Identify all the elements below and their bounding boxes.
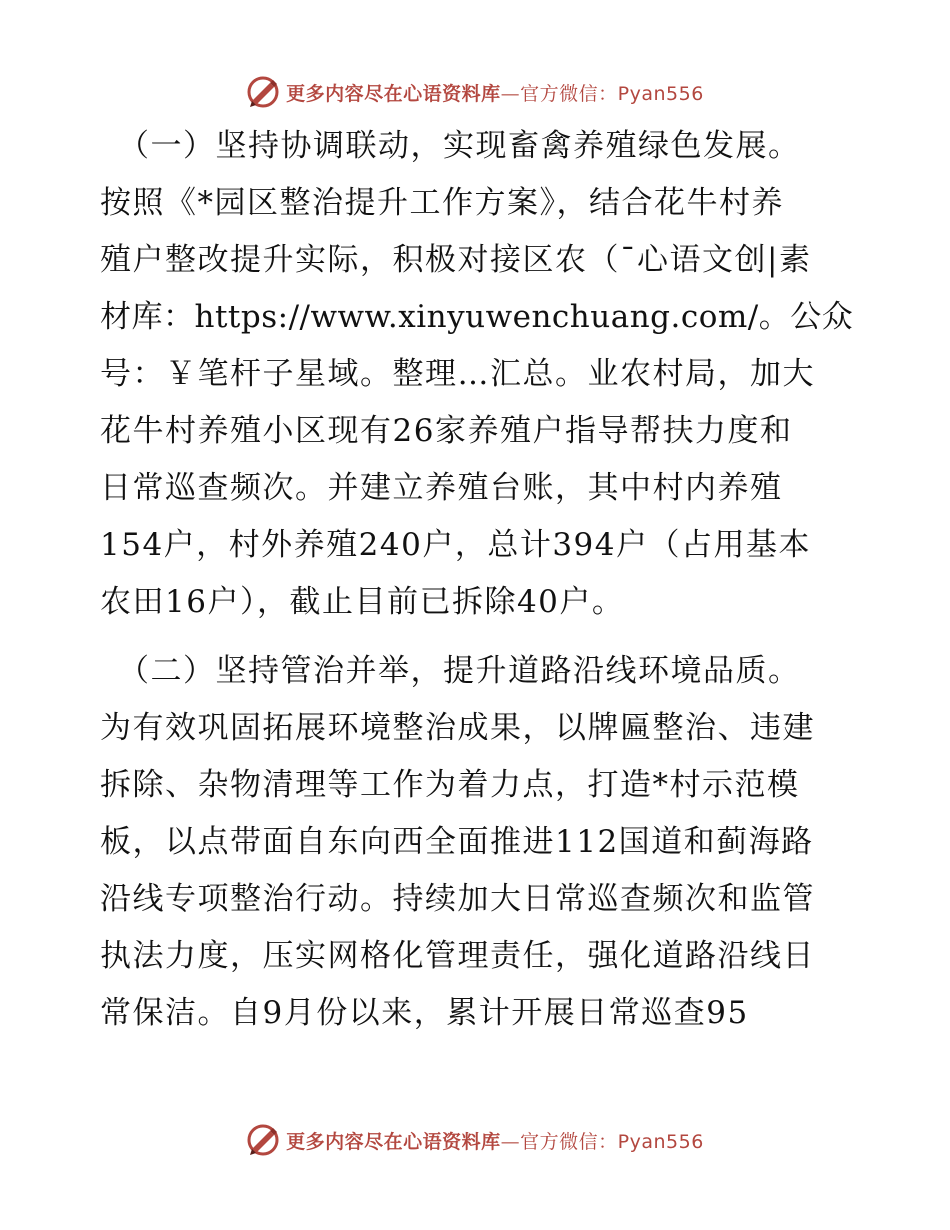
banner-wechat-text: 官方微信：Pyan556 <box>520 82 704 105</box>
text-line: 为有效巩固拓展环境整治成果，以牌匾整治、违建 <box>100 710 815 746</box>
header-banner <box>0 72 950 112</box>
text-line: 日常巡查频次。并建立养殖台账，其中村内养殖 <box>100 470 783 506</box>
text-line: 执法力度，压实网格化管理责任，强化道路沿线日 <box>100 938 815 974</box>
pen-logo-icon <box>246 75 280 109</box>
footer-banner <box>0 1120 950 1160</box>
text-line: 按照《*园区整治提升工作方案》，结合花牛村养 <box>100 185 784 221</box>
banner-main-text: 更多内容尽在心语资料库 <box>286 1130 501 1153</box>
pen-logo-icon <box>246 1123 280 1157</box>
footer-banner-text <box>286 1127 704 1154</box>
banner-main-text: 更多内容尽在心语资料库 <box>286 82 501 105</box>
text-line: 板，以点带面自东向西全面推进112国道和蓟海路 <box>100 824 814 860</box>
header-banner-text <box>286 79 704 106</box>
paragraph-2 <box>100 643 860 1042</box>
text-line: （一）坚持协调联动，实现畜禽养殖绿色发展。 <box>118 128 801 164</box>
text-line: 沿线专项整治行动。持续加大日常巡查频次和监管 <box>100 881 815 917</box>
text-line: 拆除、杂物清理等工作为着力点，打造*村示范模 <box>100 767 800 803</box>
text-line: （二）坚持管治并举，提升道路沿线环境品质。 <box>118 653 801 689</box>
banner-separator: — <box>500 82 521 105</box>
banner-separator: — <box>500 1130 521 1153</box>
text-line: 154户，村外养殖240户，总计394户（占用基本 <box>100 527 812 563</box>
text-line: 花牛村养殖小区现有26家养殖户指导帮扶力度和 <box>100 413 793 449</box>
banner-wechat-text: 官方微信：Pyan556 <box>520 1130 704 1153</box>
text-line: 常保洁。自9月份以来，累计开展日常巡查95 <box>100 995 749 1031</box>
paragraph-1 <box>100 118 860 631</box>
text-line: 殖户整改提升实际，积极对接区农（¯心语文创|素 <box>100 242 812 278</box>
document-body <box>100 118 860 1054</box>
text-line: 材库：https://www.xinyuwenchuang.com/。公众 <box>100 299 854 335</box>
text-line: 号：￥笔杆子星域。整理…汇总。业农村局，加大 <box>100 356 815 392</box>
text-line: 农田16户），截止目前已拆除40户。 <box>100 584 625 620</box>
